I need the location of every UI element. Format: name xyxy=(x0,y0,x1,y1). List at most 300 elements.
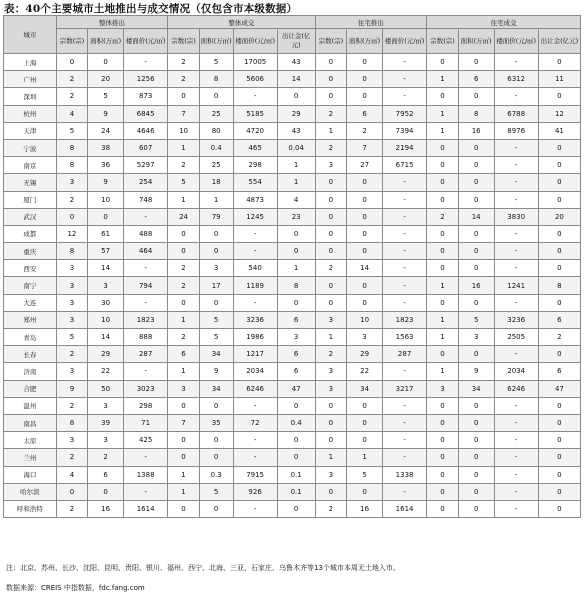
value-cell: 5 xyxy=(199,329,233,346)
value-cell: 3830 xyxy=(494,208,538,225)
value-cell: 0 xyxy=(427,225,459,242)
table-row xyxy=(4,191,581,208)
value-cell: - xyxy=(124,294,168,311)
value-cell: 0 xyxy=(199,449,233,466)
value-cell: - xyxy=(494,414,538,431)
value-cell: 4 xyxy=(56,466,88,483)
value-cell: - xyxy=(382,432,426,449)
value-cell: 0 xyxy=(538,243,580,260)
value-cell: 0 xyxy=(458,414,494,431)
value-cell: 0 xyxy=(538,466,580,483)
value-cell: 0 xyxy=(427,414,459,431)
value-cell: 1241 xyxy=(494,277,538,294)
value-cell: 6788 xyxy=(494,105,538,122)
value-cell: 5 xyxy=(347,466,383,483)
value-cell: - xyxy=(494,294,538,311)
value-cell: 0 xyxy=(277,225,315,242)
value-cell: 0 xyxy=(199,243,233,260)
value-cell: 4873 xyxy=(233,191,277,208)
value-cell: 14 xyxy=(458,208,494,225)
city-cell: 兰州 xyxy=(4,449,57,466)
value-cell: 2505 xyxy=(494,329,538,346)
value-cell: 6 xyxy=(277,346,315,363)
value-cell: 5297 xyxy=(124,157,168,174)
value-cell: 5606 xyxy=(233,71,277,88)
value-cell: 1245 xyxy=(233,208,277,225)
city-cell: 宁波 xyxy=(4,139,57,156)
value-cell: 2 xyxy=(315,346,347,363)
value-cell: 0 xyxy=(538,225,580,242)
value-cell: 3 xyxy=(458,329,494,346)
header-city: 城市 xyxy=(4,16,57,54)
value-cell: 3236 xyxy=(233,311,277,328)
city-cell: 成都 xyxy=(4,225,57,242)
value-cell: 0 xyxy=(347,88,383,105)
value-cell: 1 xyxy=(199,191,233,208)
value-cell: 0 xyxy=(427,139,459,156)
value-cell: 2 xyxy=(56,449,88,466)
value-cell: 0 xyxy=(458,191,494,208)
header-sub: 宗数(宗) xyxy=(315,29,347,54)
value-cell: - xyxy=(233,88,277,105)
value-cell: - xyxy=(494,191,538,208)
value-cell: 34 xyxy=(458,380,494,397)
value-cell: 1 xyxy=(168,483,200,500)
value-cell: 0 xyxy=(427,174,459,191)
value-cell: 1 xyxy=(427,329,459,346)
header-sub: 楼面价(元/㎡) xyxy=(124,29,168,54)
value-cell: 0 xyxy=(458,225,494,242)
value-cell: 0 xyxy=(277,449,315,466)
value-cell: 6 xyxy=(277,363,315,380)
value-cell: - xyxy=(494,466,538,483)
value-cell: 425 xyxy=(124,432,168,449)
value-cell: - xyxy=(233,294,277,311)
value-cell: 0 xyxy=(56,483,88,500)
value-cell: 10 xyxy=(168,122,200,139)
city-cell: 武汉 xyxy=(4,208,57,225)
value-cell: 0 xyxy=(458,243,494,260)
city-cell: 西安 xyxy=(4,260,57,277)
value-cell: 0 xyxy=(277,500,315,517)
value-cell: 24 xyxy=(168,208,200,225)
value-cell: 1986 xyxy=(233,329,277,346)
value-cell: 39 xyxy=(88,414,124,431)
value-cell: - xyxy=(382,191,426,208)
value-cell: 0 xyxy=(458,88,494,105)
value-cell: 0 xyxy=(199,294,233,311)
header-group-overall-transaction: 整体成交 xyxy=(168,16,315,29)
value-cell: 5 xyxy=(56,122,88,139)
value-cell: 0 xyxy=(538,54,580,71)
city-cell: 长春 xyxy=(4,346,57,363)
city-cell: 青岛 xyxy=(4,329,57,346)
value-cell: - xyxy=(382,260,426,277)
value-cell: 6312 xyxy=(494,71,538,88)
value-cell: 0.04 xyxy=(277,139,315,156)
value-cell: - xyxy=(494,346,538,363)
value-cell: - xyxy=(494,483,538,500)
value-cell: 5 xyxy=(56,329,88,346)
value-cell: 1256 xyxy=(124,71,168,88)
value-cell: 2 xyxy=(168,329,200,346)
value-cell: 1 xyxy=(427,71,459,88)
value-cell: 3 xyxy=(56,363,88,380)
value-cell: - xyxy=(233,225,277,242)
value-cell: 926 xyxy=(233,483,277,500)
value-cell: 9 xyxy=(199,363,233,380)
value-cell: 2 xyxy=(427,208,459,225)
value-cell: - xyxy=(494,225,538,242)
value-cell: 2 xyxy=(168,157,200,174)
value-cell: 0 xyxy=(347,54,383,71)
value-cell: 0 xyxy=(427,500,459,517)
value-cell: 3 xyxy=(347,329,383,346)
value-cell: 1 xyxy=(315,122,347,139)
value-cell: 2 xyxy=(315,139,347,156)
value-cell: 0 xyxy=(347,432,383,449)
value-cell: 0 xyxy=(56,208,88,225)
value-cell: 0 xyxy=(168,432,200,449)
value-cell: 1217 xyxy=(233,346,277,363)
table-title: 表：40个主要城市土地推出与成交情况（仅包含市本级数据） xyxy=(4,3,298,15)
value-cell: 14 xyxy=(88,260,124,277)
value-cell: 0 xyxy=(168,225,200,242)
header-sub: 楼面价(元/㎡) xyxy=(233,29,277,54)
value-cell: 0 xyxy=(458,260,494,277)
value-cell: 3 xyxy=(88,397,124,414)
value-cell: 0.1 xyxy=(277,466,315,483)
value-cell: - xyxy=(124,363,168,380)
value-cell: 29 xyxy=(347,346,383,363)
value-cell: - xyxy=(124,483,168,500)
value-cell: 0 xyxy=(458,294,494,311)
value-cell: 17005 xyxy=(233,54,277,71)
value-cell: 2034 xyxy=(494,363,538,380)
value-cell: 3 xyxy=(315,363,347,380)
value-cell: - xyxy=(382,174,426,191)
value-cell: 0 xyxy=(538,500,580,517)
table-row xyxy=(4,157,581,174)
value-cell: 30 xyxy=(88,294,124,311)
value-cell: - xyxy=(382,208,426,225)
value-cell: 0 xyxy=(538,174,580,191)
value-cell: 8 xyxy=(538,277,580,294)
value-cell: 72 xyxy=(233,414,277,431)
value-cell: 0 xyxy=(458,449,494,466)
value-cell: - xyxy=(382,71,426,88)
value-cell: 2 xyxy=(538,329,580,346)
value-cell: 1 xyxy=(315,449,347,466)
value-cell: 79 xyxy=(199,208,233,225)
value-cell: 287 xyxy=(124,346,168,363)
table-row xyxy=(4,363,581,380)
value-cell: 0 xyxy=(458,346,494,363)
table-row xyxy=(4,174,581,191)
value-cell: 5 xyxy=(88,88,124,105)
value-cell: 18 xyxy=(199,174,233,191)
value-cell: 0 xyxy=(277,432,315,449)
value-cell: 0 xyxy=(538,88,580,105)
table-row xyxy=(4,122,581,139)
value-cell: 0 xyxy=(347,174,383,191)
table-row xyxy=(4,329,581,346)
value-cell: 5 xyxy=(199,54,233,71)
value-cell: 0 xyxy=(538,449,580,466)
value-cell: 2 xyxy=(315,500,347,517)
table-row xyxy=(4,105,581,122)
value-cell: 1 xyxy=(427,277,459,294)
value-cell: 8 xyxy=(199,71,233,88)
value-cell: 0 xyxy=(315,243,347,260)
table-row xyxy=(4,483,581,500)
value-cell: 4 xyxy=(277,191,315,208)
city-cell: 呼和浩特 xyxy=(4,500,57,517)
value-cell: - xyxy=(382,225,426,242)
value-cell: 0 xyxy=(277,88,315,105)
value-cell: 0 xyxy=(88,483,124,500)
value-cell: - xyxy=(233,397,277,414)
value-cell: 1338 xyxy=(382,466,426,483)
value-cell: 0 xyxy=(315,208,347,225)
city-cell: 南宁 xyxy=(4,277,57,294)
value-cell: 1563 xyxy=(382,329,426,346)
value-cell: - xyxy=(494,500,538,517)
value-cell: - xyxy=(233,449,277,466)
value-cell: 2 xyxy=(347,122,383,139)
value-cell: 0 xyxy=(427,243,459,260)
value-cell: 2 xyxy=(56,191,88,208)
value-cell: 0 xyxy=(458,483,494,500)
value-cell: 29 xyxy=(88,346,124,363)
city-cell: 厦门 xyxy=(4,191,57,208)
value-cell: 2034 xyxy=(233,363,277,380)
value-cell: 540 xyxy=(233,260,277,277)
value-cell: 0 xyxy=(538,483,580,500)
value-cell: 6 xyxy=(277,311,315,328)
city-cell: 上海 xyxy=(4,54,57,71)
value-cell: 3 xyxy=(56,311,88,328)
value-cell: 0 xyxy=(538,157,580,174)
header-sub: 出让金(亿元) xyxy=(277,29,315,54)
value-cell: 3 xyxy=(277,329,315,346)
value-cell: 3 xyxy=(56,277,88,294)
value-cell: 1 xyxy=(277,260,315,277)
value-cell: 1823 xyxy=(382,311,426,328)
value-cell: 6 xyxy=(168,346,200,363)
value-cell: 10 xyxy=(88,191,124,208)
value-cell: - xyxy=(494,243,538,260)
value-cell: - xyxy=(382,54,426,71)
value-cell: 0 xyxy=(315,88,347,105)
header-group-overall-supply: 整体推出 xyxy=(56,16,168,29)
value-cell: 6 xyxy=(347,105,383,122)
value-cell: 488 xyxy=(124,225,168,242)
value-cell: 3 xyxy=(168,380,200,397)
value-cell: 0 xyxy=(427,294,459,311)
value-cell: - xyxy=(124,260,168,277)
value-cell: 2 xyxy=(56,88,88,105)
value-cell: 0 xyxy=(538,191,580,208)
value-cell: 0 xyxy=(458,432,494,449)
value-cell: - xyxy=(382,483,426,500)
value-cell: - xyxy=(382,277,426,294)
value-cell: 0.1 xyxy=(277,483,315,500)
value-cell: 3 xyxy=(56,260,88,277)
city-cell: 海口 xyxy=(4,466,57,483)
value-cell: 0 xyxy=(168,243,200,260)
table-row xyxy=(4,225,581,242)
value-cell: 16 xyxy=(347,500,383,517)
table-row xyxy=(4,71,581,88)
city-cell: 杭州 xyxy=(4,105,57,122)
value-cell: 0 xyxy=(458,397,494,414)
value-cell: 3 xyxy=(88,277,124,294)
value-cell: 8 xyxy=(458,105,494,122)
data-source: 数据来源：CREIS 中指数据，fdc.fang.com xyxy=(6,584,145,592)
header-group-residential-supply: 住宅推出 xyxy=(315,16,427,29)
value-cell: 1 xyxy=(277,174,315,191)
value-cell: 0 xyxy=(347,208,383,225)
value-cell: 34 xyxy=(347,380,383,397)
value-cell: 7394 xyxy=(382,122,426,139)
value-cell: 0 xyxy=(315,397,347,414)
value-cell: 8 xyxy=(56,243,88,260)
table-row xyxy=(4,500,581,517)
value-cell: 794 xyxy=(124,277,168,294)
value-cell: 4646 xyxy=(124,122,168,139)
value-cell: 0 xyxy=(538,260,580,277)
value-cell: - xyxy=(382,88,426,105)
value-cell: 8 xyxy=(277,277,315,294)
value-cell: 25 xyxy=(199,157,233,174)
value-cell: 8 xyxy=(56,139,88,156)
value-cell: 3 xyxy=(315,380,347,397)
value-cell: 0 xyxy=(347,243,383,260)
value-cell: 287 xyxy=(382,346,426,363)
value-cell: 464 xyxy=(124,243,168,260)
value-cell: 36 xyxy=(88,157,124,174)
table-row xyxy=(4,208,581,225)
value-cell: 1614 xyxy=(124,500,168,517)
city-cell: 天津 xyxy=(4,122,57,139)
value-cell: 0 xyxy=(277,294,315,311)
value-cell: - xyxy=(494,157,538,174)
value-cell: 7952 xyxy=(382,105,426,122)
value-cell: 1 xyxy=(427,311,459,328)
value-cell: 0 xyxy=(347,71,383,88)
value-cell: 0 xyxy=(458,54,494,71)
value-cell: 0 xyxy=(427,449,459,466)
value-cell: 14 xyxy=(277,71,315,88)
value-cell: 5 xyxy=(199,311,233,328)
value-cell: 0 xyxy=(347,277,383,294)
table-row xyxy=(4,139,581,156)
value-cell: 0 xyxy=(315,414,347,431)
value-cell: 2 xyxy=(168,54,200,71)
value-cell: 2 xyxy=(88,449,124,466)
table-row xyxy=(4,311,581,328)
value-cell: 3 xyxy=(315,466,347,483)
city-cell: 重庆 xyxy=(4,243,57,260)
value-cell: 0 xyxy=(427,397,459,414)
value-cell: - xyxy=(382,294,426,311)
value-cell: 9 xyxy=(56,380,88,397)
value-cell: 0 xyxy=(199,432,233,449)
value-cell: 1 xyxy=(427,363,459,380)
value-cell: 20 xyxy=(538,208,580,225)
value-cell: 0 xyxy=(168,294,200,311)
table-row xyxy=(4,260,581,277)
value-cell: 3 xyxy=(199,260,233,277)
value-cell: 0 xyxy=(427,466,459,483)
value-cell: 61 xyxy=(88,225,124,242)
value-cell: 0 xyxy=(538,294,580,311)
value-cell: 0 xyxy=(458,174,494,191)
value-cell: 0 xyxy=(315,277,347,294)
value-cell: - xyxy=(382,397,426,414)
header-sub: 宗数(宗) xyxy=(56,29,88,54)
value-cell: 16 xyxy=(88,500,124,517)
value-cell: 0 xyxy=(88,208,124,225)
value-cell: 1189 xyxy=(233,277,277,294)
city-cell: 太原 xyxy=(4,432,57,449)
value-cell: 1 xyxy=(427,105,459,122)
header-sub: 楼面价(元/㎡) xyxy=(494,29,538,54)
value-cell: 9 xyxy=(88,105,124,122)
value-cell: 6246 xyxy=(233,380,277,397)
value-cell: - xyxy=(124,208,168,225)
land-data-table xyxy=(3,15,581,518)
value-cell: 0 xyxy=(458,500,494,517)
value-cell: 2 xyxy=(56,500,88,517)
value-cell: 50 xyxy=(88,380,124,397)
value-cell: 29 xyxy=(277,105,315,122)
value-cell: 7 xyxy=(347,139,383,156)
value-cell: 6 xyxy=(458,71,494,88)
value-cell: - xyxy=(233,500,277,517)
value-cell: 1 xyxy=(168,311,200,328)
header-sub: 宗数(宗) xyxy=(427,29,459,54)
table-body xyxy=(4,54,581,518)
value-cell: 24 xyxy=(88,122,124,139)
city-cell: 大连 xyxy=(4,294,57,311)
value-cell: 1 xyxy=(168,363,200,380)
value-cell: 1823 xyxy=(124,311,168,328)
value-cell: 5 xyxy=(168,174,200,191)
value-cell: 41 xyxy=(538,122,580,139)
value-cell: 47 xyxy=(277,380,315,397)
table-row xyxy=(4,380,581,397)
value-cell: 873 xyxy=(124,88,168,105)
value-cell: 10 xyxy=(88,311,124,328)
value-cell: 1 xyxy=(277,157,315,174)
value-cell: 57 xyxy=(88,243,124,260)
value-cell: 0 xyxy=(168,500,200,517)
header-group-residential-transaction: 住宅成交 xyxy=(427,16,581,29)
value-cell: - xyxy=(494,54,538,71)
value-cell: - xyxy=(233,243,277,260)
value-cell: 0 xyxy=(427,191,459,208)
value-cell: 2194 xyxy=(382,139,426,156)
value-cell: 0 xyxy=(199,225,233,242)
value-cell: 0 xyxy=(168,88,200,105)
value-cell: 3217 xyxy=(382,380,426,397)
value-cell: 3 xyxy=(56,174,88,191)
value-cell: 1 xyxy=(168,466,200,483)
city-cell: 南昌 xyxy=(4,414,57,431)
value-cell: 8 xyxy=(56,157,88,174)
